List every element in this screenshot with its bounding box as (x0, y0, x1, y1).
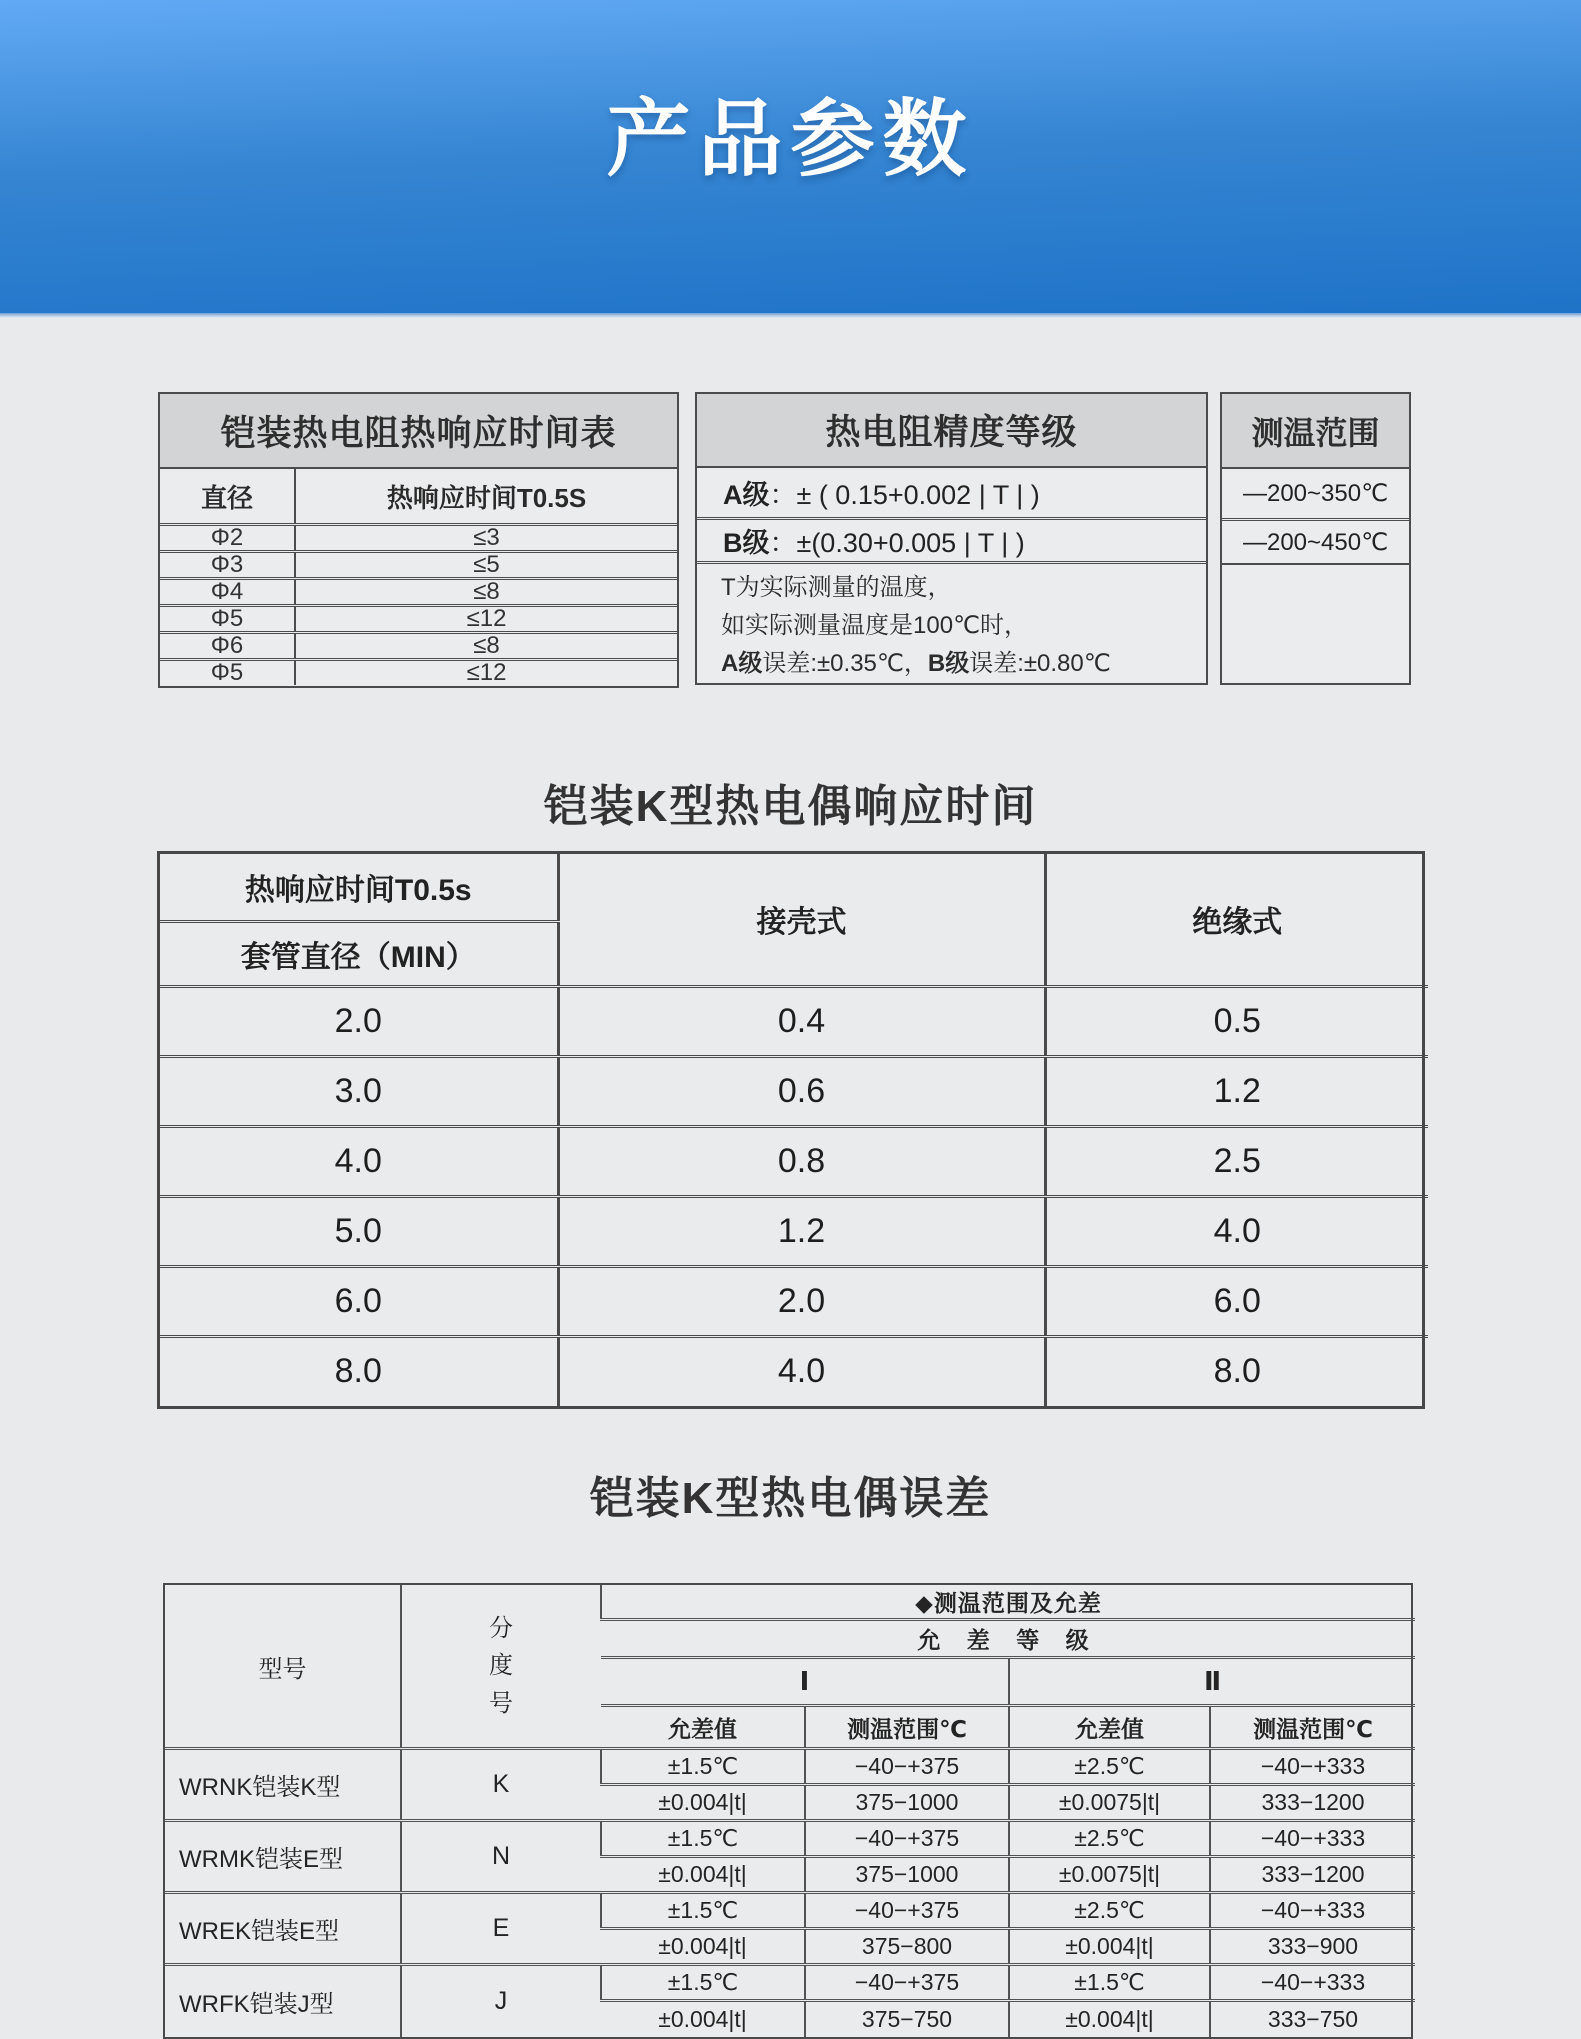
graduation-vertical-label: 分度号 (488, 1615, 513, 1717)
header-range-tolerance: ◆测温范围及允差 (601, 1585, 1415, 1620)
cell-diameter: 4.0 (160, 1126, 558, 1196)
cell-response: ≤8 (473, 632, 500, 659)
table-row (165, 1749, 1415, 1785)
header-insulated-type: 绝缘式 (1045, 854, 1428, 986)
cell-insulated: 1.2 (1045, 1056, 1428, 1126)
grade-b-label: B级 (723, 527, 770, 558)
resistance-table-title: 铠装热电阻热响应时间表 (160, 394, 677, 469)
cell-tolerance: ±0.0075|t| (1009, 1857, 1210, 1893)
cell-graduation-code: J (401, 1965, 601, 2037)
cell-response: ≤8 (473, 578, 500, 605)
table-row (160, 986, 1428, 1056)
cell-tolerance: ±1.5℃ (601, 1965, 805, 2001)
cell-tolerance: ±2.5℃ (1009, 1749, 1210, 1785)
header-class-1: Ⅰ (601, 1658, 1009, 1706)
cell-response: ≤12 (466, 605, 507, 632)
grade-b-formula: ：±(0.30+0.005 | T | ) (769, 527, 1025, 558)
cell-shell: 0.6 (558, 1056, 1045, 1126)
cell-graduation-code: E (401, 1893, 601, 1965)
grade-a-label: A级 (723, 479, 770, 510)
cell-graduation-code: N (401, 1821, 601, 1893)
table-row (165, 1893, 1415, 1929)
accuracy-notes (697, 561, 1206, 683)
cell-tolerance: ±0.004|t| (601, 1785, 805, 1821)
cell-range: −40−+333 (1210, 1749, 1415, 1785)
cell-insulated: 8.0 (1045, 1336, 1428, 1406)
cell-tolerance: ±0.004|t| (601, 1929, 805, 1965)
cell-insulated: 2.5 (1045, 1126, 1428, 1196)
cell-diameter: Φ6 (160, 634, 296, 658)
cell-diameter: Φ2 (160, 526, 296, 550)
cell-insulated: 6.0 (1045, 1266, 1428, 1336)
header-graduation (401, 1585, 601, 1749)
table-row (160, 1196, 1428, 1266)
range-empty-cell (1222, 563, 1409, 683)
cell-shell: 0.8 (558, 1126, 1045, 1196)
grade-a-row (697, 468, 1206, 516)
col-header-response-time: 热响应时间T0.5S (386, 482, 587, 513)
cell-insulated: 0.5 (1045, 986, 1428, 1056)
table-row (160, 631, 677, 658)
cell-diameter: 3.0 (160, 1056, 558, 1126)
cell-model-name: WRNK铠装K型 (165, 1749, 401, 1821)
cell-shell: 0.4 (558, 986, 1045, 1056)
cell-range: −40−+375 (805, 1821, 1009, 1857)
cell-diameter: Φ4 (160, 580, 296, 604)
cell-diameter: Φ5 (160, 661, 296, 685)
note-line-1: T为实际测量的温度， (721, 574, 952, 601)
cell-tolerance: ±0.004|t| (601, 2001, 805, 2037)
table-row (160, 604, 677, 631)
cell-range: 333−900 (1210, 1929, 1415, 1965)
cell-range: 333−1200 (1210, 1785, 1415, 1821)
cell-range: 375−1000 (805, 1857, 1009, 1893)
cell-diameter: 5.0 (160, 1196, 558, 1266)
cell-shell: 2.0 (558, 1266, 1045, 1336)
cell-range: 375−800 (805, 1929, 1009, 1965)
range-row: —200~450℃ (1222, 518, 1409, 563)
note-b-label: B级 (927, 650, 970, 677)
cell-range: −40−+375 (805, 1749, 1009, 1785)
thermocouple-error-table (163, 1583, 1413, 2039)
cell-range: −40−+333 (1210, 1821, 1415, 1857)
cell-shell: 1.2 (558, 1196, 1045, 1266)
table-row (160, 1266, 1428, 1336)
cell-model-name: WRMK铠装E型 (165, 1821, 401, 1893)
cell-range: 333−1200 (1210, 1857, 1415, 1893)
cell-insulated: 4.0 (1045, 1196, 1428, 1266)
header-response-time: 热响应时间T0.5s (244, 873, 472, 907)
header-tolerance-value-1: 允差值 (601, 1706, 805, 1749)
thermocouple-response-table (157, 851, 1425, 1409)
cell-range: 375−750 (805, 2001, 1009, 2037)
range-row: —200~350℃ (1242, 480, 1389, 507)
cell-tolerance: ±1.5℃ (601, 1821, 805, 1857)
table-row (160, 523, 677, 550)
table-row (160, 577, 677, 604)
table-row (165, 1965, 1415, 2001)
cell-tolerance: ±0.0075|t| (1009, 1785, 1210, 1821)
page-title: 产品参数 (606, 92, 975, 186)
cell-range: −40−+333 (1210, 1893, 1415, 1929)
cell-tolerance: ±1.5℃ (601, 1749, 805, 1785)
cell-tolerance: ±2.5℃ (1009, 1821, 1210, 1857)
cell-model-name: WRFK铠装J型 (165, 1965, 401, 2037)
section-title-response-time: 铠装K型热电偶响应时间 (543, 782, 1038, 831)
header-row (165, 1585, 1415, 1620)
cell-diameter: 6.0 (160, 1266, 558, 1336)
cell-model-name: WREK铠装E型 (165, 1893, 401, 1965)
header-class-2: Ⅱ (1009, 1658, 1415, 1706)
cell-diameter: Φ5 (160, 607, 296, 631)
range-table-title: 测温范围 (1222, 394, 1409, 469)
cell-range: −40−+333 (1210, 1965, 1415, 2001)
cell-range: −40−+375 (805, 1965, 1009, 2001)
table-row (160, 1126, 1428, 1196)
measuring-range-table (1220, 392, 1411, 685)
cell-diameter: Φ3 (160, 553, 296, 577)
cell-response: ≤12 (466, 659, 507, 686)
table-row (165, 1821, 1415, 1857)
cell-tolerance: ±2.5℃ (1009, 1893, 1210, 1929)
banner (0, 0, 1581, 313)
header-tolerance-grade: 允 差 等 级 (601, 1620, 1415, 1658)
cell-range: −40−+375 (805, 1893, 1009, 1929)
resistance-response-table (158, 392, 679, 688)
header-range-2: 测温范围℃ (1210, 1706, 1415, 1749)
note-line-2: 如实际测量温度是100℃时， (721, 612, 1028, 639)
cell-graduation-code: K (401, 1749, 601, 1821)
note-line-3 (721, 645, 1206, 683)
grade-a-formula: ：± ( 0.15+0.002 | T | ) (769, 479, 1040, 510)
cell-tolerance: ±1.5℃ (601, 1893, 805, 1929)
cell-diameter: 8.0 (160, 1336, 558, 1406)
table-row (160, 1056, 1428, 1126)
section-title-error: 铠装K型热电偶误差 (589, 1474, 992, 1523)
cell-tolerance: ±0.004|t| (601, 1857, 805, 1893)
resistance-header-row (160, 469, 677, 523)
cell-shell: 4.0 (558, 1336, 1045, 1406)
cell-tolerance: ±1.5℃ (1009, 1965, 1210, 2001)
note-a-value: 误差:±0.35℃， (762, 650, 928, 677)
cell-range: 375−1000 (805, 1785, 1009, 1821)
header-sheath-diameter: 套管直径（MIN） (160, 921, 558, 986)
accuracy-table-title: 热电阻精度等级 (697, 394, 1206, 468)
note-b-value: 误差:±0.80℃ (969, 650, 1111, 677)
cell-diameter: 2.0 (160, 986, 558, 1056)
col-header-diameter: 直径 (160, 469, 296, 523)
cell-tolerance: ±0.004|t| (1009, 1929, 1210, 1965)
header-tolerance-value-2: 允差值 (1009, 1706, 1210, 1749)
cell-response: ≤3 (473, 524, 500, 551)
table-row (160, 550, 677, 577)
header-shell-type: 接壳式 (558, 854, 1045, 986)
cell-response: ≤5 (473, 551, 500, 578)
table-row (160, 658, 677, 685)
note-a-label: A级 (721, 650, 763, 677)
header-range-1: 测温范围℃ (805, 1706, 1009, 1749)
header-model: 型号 (258, 1655, 307, 1683)
table-row (160, 1336, 1428, 1406)
cell-tolerance: ±0.004|t| (1009, 2001, 1210, 2037)
header-row (160, 854, 1428, 921)
grade-b-row (697, 517, 1206, 561)
cell-range: 333−750 (1210, 2001, 1415, 2037)
accuracy-grade-table (695, 392, 1208, 685)
